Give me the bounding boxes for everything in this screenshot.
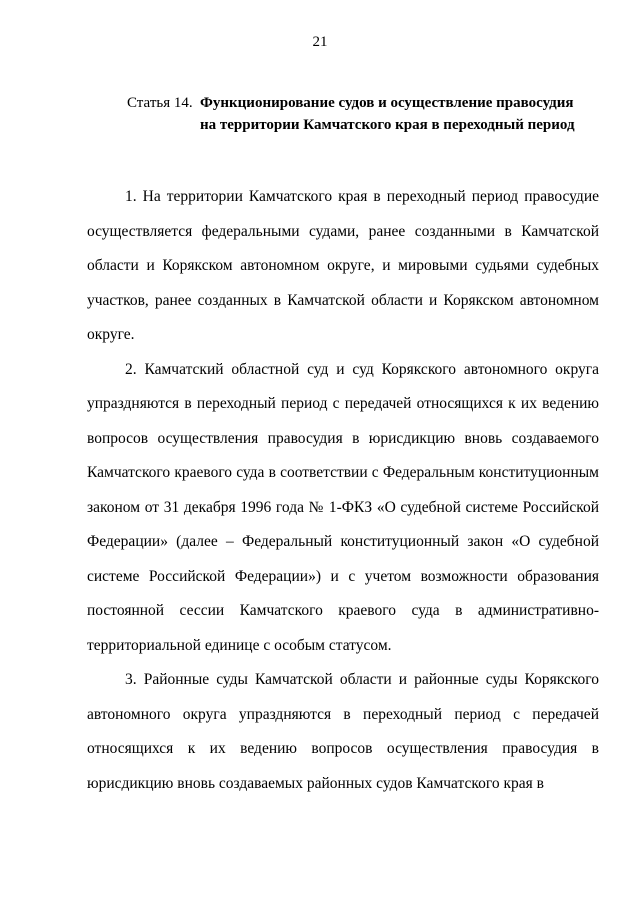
article-heading: [127, 92, 607, 136]
paragraph-2: 2. Камчатский областной суд и суд Корякского автономного округа упраздняются в переходный период с передачей относящихся к их ведению вопросов осуществления правосудия в юрисдикцию вновь создаваемого Камчатского краевого суда в соответствии с Федеральным конституционным законом от 31 декабря 1996 года № 1-ФКЗ «О судебной системе Российской Федерации» (далее – Федеральный конституционный закон «О судебной системе Российской Федерации») и с учетом возможности образования постоянной сессии Камчатского краевого суда в административно-территориальной единице с особым статусом.: [87, 360, 599, 654]
page-number: 21: [312, 34, 328, 50]
paragraph-3: 3. Районные суды Камчатской области и районные суды Корякского автономного округа упраздняются в переходный период с передачей относящихся к их ведению вопросов осуществления правосудия в юрисдикцию вновь создаваемых районных судов Камчатского края в: [87, 671, 599, 792]
paragraph-1: 1. На территории Камчатского края в переходный период правосудие осуществляется федеральными судами, ранее созданными в Камчатской области и Корякском автономном округе, и мировыми судьями судебных участков, ранее созданных в Камчатской области и Корякском автономном округе.: [87, 188, 599, 343]
article-body: [87, 180, 599, 801]
article-title-line-1: Функционирование судов и осуществление правосудия: [200, 95, 574, 111]
article-label: Статья 14.: [127, 95, 193, 111]
article-title-line-2: на территории Камчатского края в переходный период: [200, 117, 575, 133]
